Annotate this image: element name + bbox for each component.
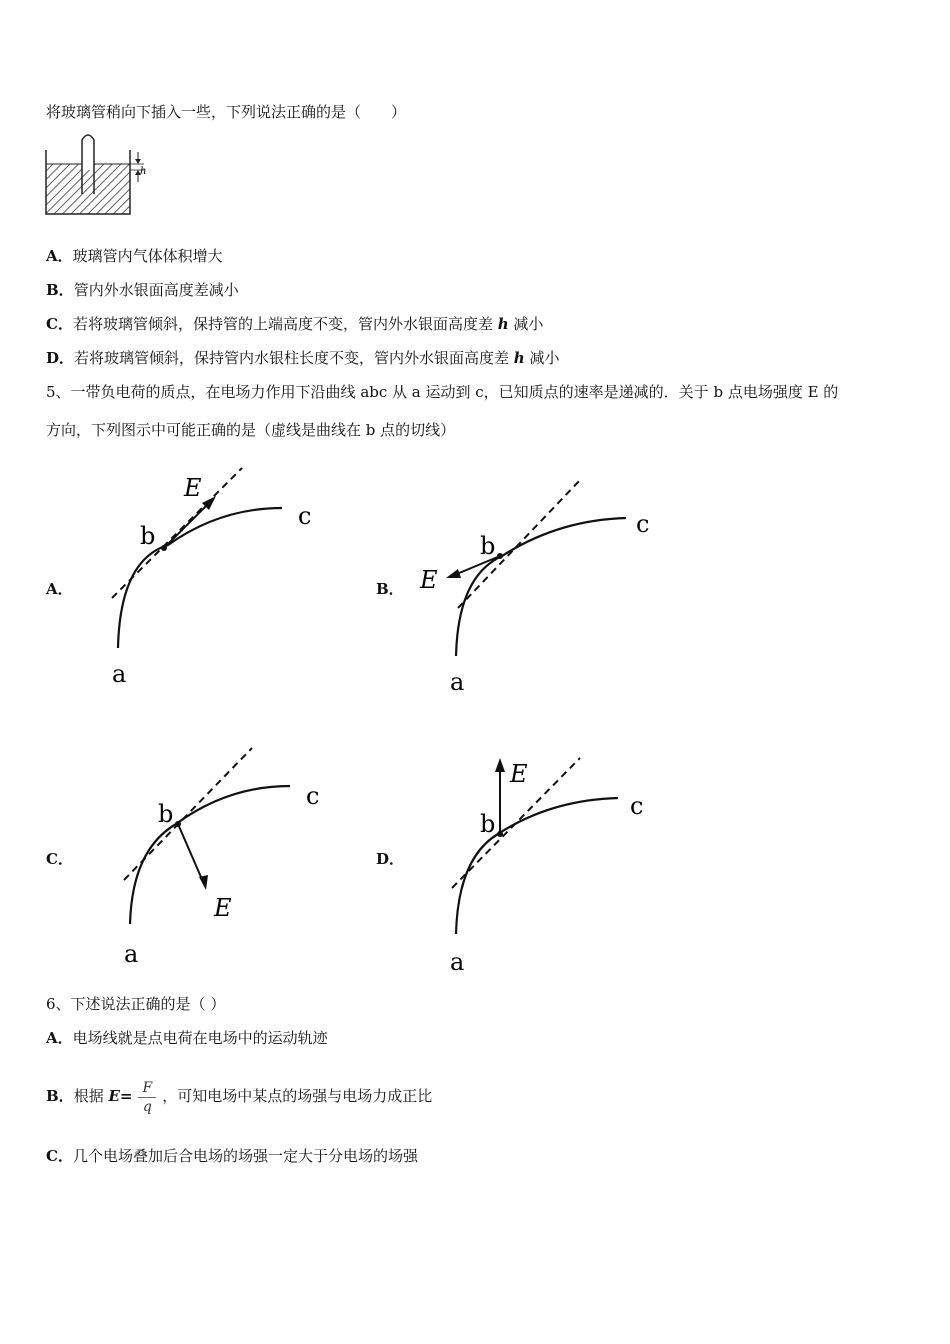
fraction-denominator: q: [142, 1098, 152, 1115]
field-diagram-d: [440, 750, 670, 980]
label-c: c: [636, 510, 650, 538]
variable-h: h: [497, 315, 509, 333]
variable-h: h: [513, 349, 525, 367]
option-label: C．: [46, 1147, 73, 1165]
option-c: [46, 314, 543, 334]
label-b: b: [140, 522, 156, 550]
fraction-f-over-q: [138, 1079, 156, 1116]
arrowhead: [199, 875, 208, 890]
label-a: a: [124, 940, 139, 968]
option-label: B．: [46, 1087, 74, 1105]
diagram-label-b: B．: [376, 580, 404, 598]
label-a: a: [450, 948, 465, 976]
q6-option-c: [46, 1146, 418, 1166]
option-text-tail: ，可知电场中某点的场强与电场力成正比: [162, 1087, 433, 1105]
diagram-label-a: A．: [46, 580, 73, 598]
option-text: 若将玻璃管倾斜，保持管的上端高度不变，管内外水银面高度差: [72, 315, 498, 333]
label-b: b: [480, 810, 496, 838]
diagram-label-d: D．: [376, 850, 405, 868]
fraction-numerator: F: [138, 1079, 156, 1098]
field-diagram-a: [100, 460, 330, 690]
q6-option-a: [46, 1028, 328, 1048]
option-a: [46, 246, 223, 266]
option-text-tail: 减小: [508, 315, 544, 333]
label-a: a: [112, 660, 127, 688]
field-diagram-c: [110, 740, 340, 970]
option-text: 几个电场叠加后合电场的场强一定大于分电场的场强: [72, 1147, 418, 1165]
label-a: a: [450, 668, 465, 696]
option-label: C．: [46, 315, 73, 333]
option-label: A．: [46, 247, 73, 265]
option-d: [46, 348, 559, 368]
diagram-label-c: C．: [46, 850, 73, 868]
formula-lhs: E=: [108, 1087, 133, 1105]
q6-option-b: [46, 1068, 432, 1124]
arrowhead: [495, 758, 505, 772]
field-diagram-b: [418, 470, 668, 700]
label-c: c: [298, 502, 312, 530]
option-label: A．: [46, 1029, 73, 1047]
label-c: c: [306, 782, 320, 810]
label-b: b: [158, 800, 174, 828]
label-e: E: [214, 894, 232, 922]
mercury-tube-diagram: [44, 130, 154, 218]
trajectory-curve: [130, 786, 290, 924]
label-e: E: [420, 566, 438, 594]
option-text: 根据: [73, 1087, 109, 1105]
arrowhead: [446, 569, 461, 578]
option-b: [46, 280, 239, 300]
tangent-dashed-line: [112, 468, 242, 598]
tangent-dashed-line: [458, 478, 582, 608]
option-text: 若将玻璃管倾斜，保持管内水银柱长度不变，管内外水银面高度差: [74, 349, 514, 367]
label-e: E: [510, 760, 528, 788]
option-label: D．: [46, 349, 75, 367]
option-text: 管内外水银面高度差减小: [73, 281, 239, 299]
option-label: B．: [46, 281, 74, 299]
h-label: h: [140, 166, 147, 177]
tangent-dashed-line: [124, 748, 252, 880]
question-text: 将玻璃管稍向下插入一些，下列说法正确的是（ ）: [46, 103, 407, 121]
label-e: E: [184, 474, 202, 502]
label-c: c: [630, 792, 644, 820]
option-text: 电场线就是点电荷在电场中的运动轨迹: [72, 1029, 328, 1047]
question-5-line-1: 5、一带负电荷的质点，在电场力作用下沿曲线 abc 从 a 运动到 c，已知质点的速率是递减的．关于 b 点电场强度 E 的: [46, 383, 839, 401]
option-text: 玻璃管内气体体积增大: [72, 247, 223, 265]
question-6: 6、下述说法正确的是（ ）: [46, 995, 226, 1013]
question-5-line-2: 方向，下列图示中可能正确的是（虚线是曲线在 b 点的切线）: [46, 421, 456, 439]
label-b: b: [480, 532, 496, 560]
option-text-tail: 减小: [524, 349, 560, 367]
field-vector-e: [178, 824, 204, 884]
